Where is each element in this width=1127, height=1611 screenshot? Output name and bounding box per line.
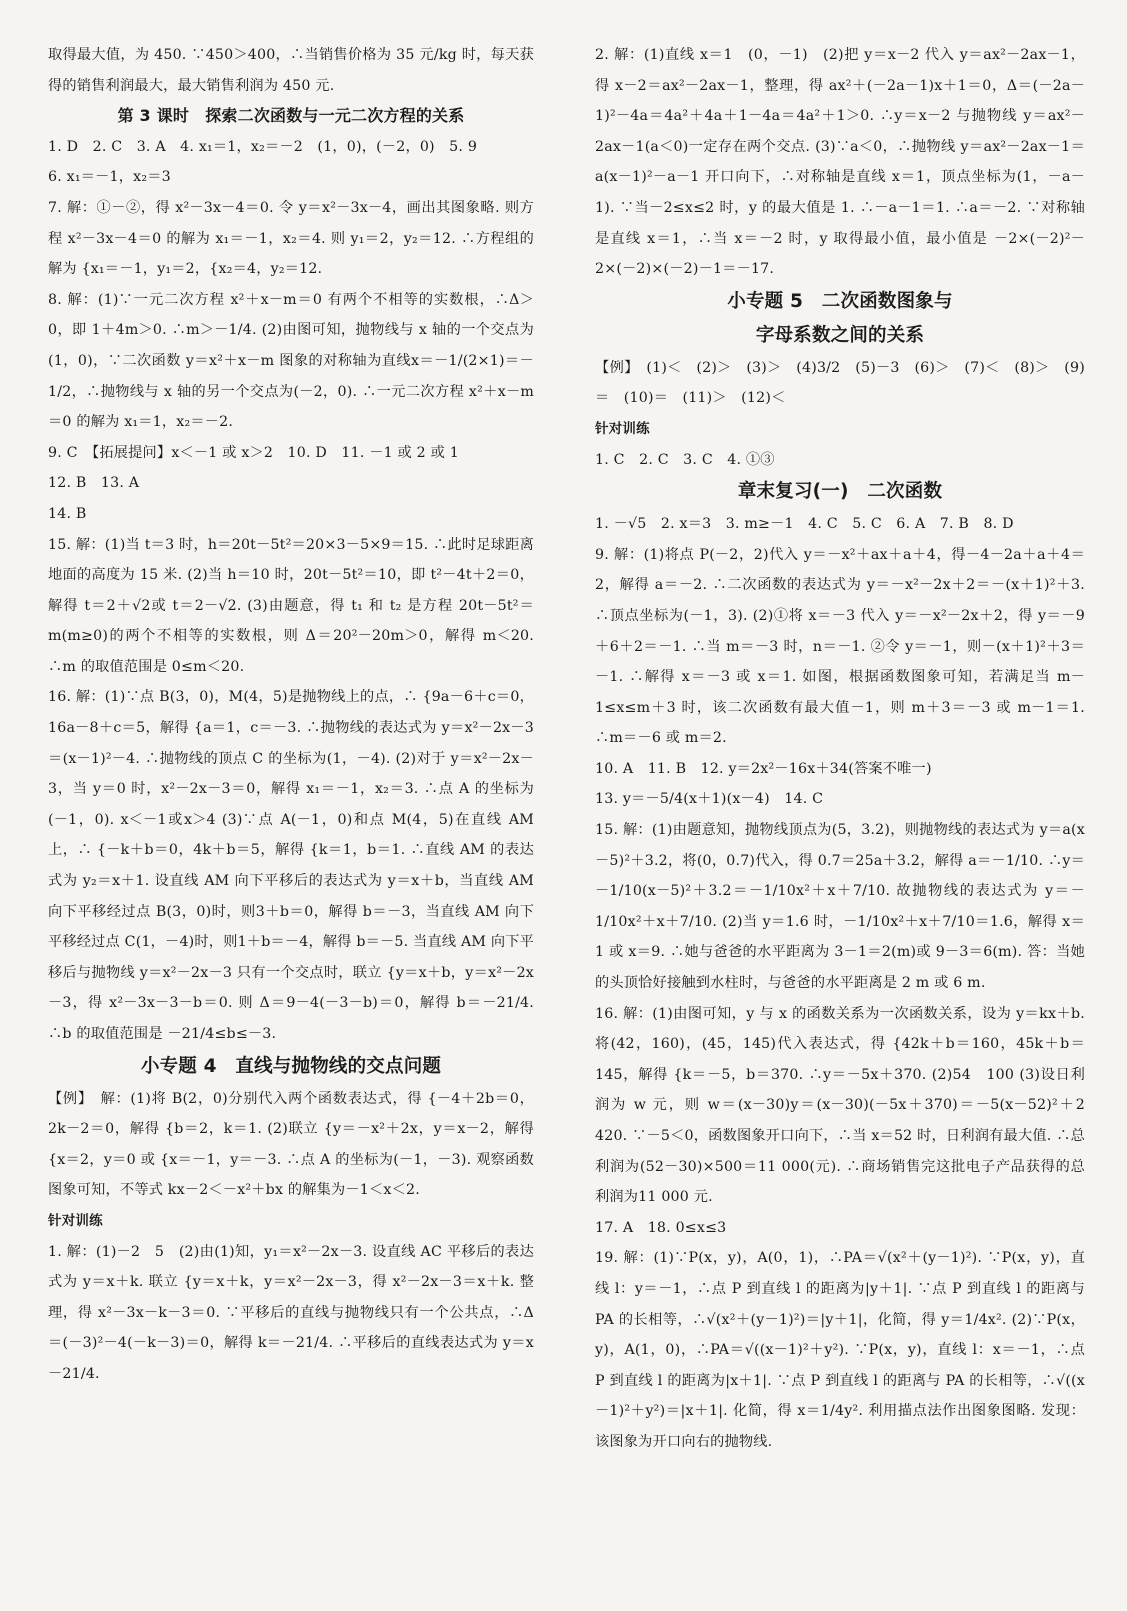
topic5-heading-line1: 小专题 5 二次函数图象与: [727, 290, 953, 312]
answer-line: 1. D 2. C 3. A 4. x₁＝1，x₂＝－2 (1，0)，(－2，0) 5. 9: [48, 138, 478, 155]
answer-line: 12. B 13. A: [48, 475, 140, 492]
answer-line: 13. y＝－5/4(x＋1)(x－4) 14. C: [595, 791, 824, 808]
answer-line: 1. 解：(1)－2 5 (2)由(1)知，y₁＝x²－2x－3. 设直线 AC 平移后的表达式为 y＝x＋k. 联立 {y＝x＋k，y＝x²－2x－3，得 x²－2x－3＝x＋k. 整理，得 x²－3x－k－3＝0. ∵平移后的直线与抛物线只有一个公共点，∴Δ＝(－3)²－4(－k－3)＝0，解得 k＝－21/4. ∴平移后的直线表达式为 y＝x－21/4.: [48, 1243, 534, 1382]
answer-line: 10. A 11. B 12. y＝2x²－16x＋34(答案不唯一): [595, 760, 932, 777]
answer-line: 16. 解：(1)由图可知，y 与 x 的函数关系为一次函数关系，设为 y＝kx＋b. 将(42，160)，(45，145)代入表达式，得 {42k＋b＝160，45k＋b＝145，解得 {k＝－5，b＝370. ∴y＝－5x＋370. (2)54 100 (3)设日利润为 w 元，则 w＝(x－30)y＝(x－30)(－5x＋370)＝－5(x－52)²＋2 420. ∵－5＜0，函数图象开口向下，∴当 x＝52 时，日利润有最大值. ∴总利润为(52－30)×500＝11 000(元). ∴商场销售完这批电子产品获得的总利润为11 000 元.: [595, 1005, 1085, 1206]
answer-line: 19. 解：(1)∵P(x，y)，A(0，1)，∴PA＝√(x²＋(y－1)²). ∵P(x，y)，直线 l：y＝－1，∴点 P 到直线 l 的距离为|y＋1|. ∵点 P 到直线 l 的距离与 PA 的长相等，∴√(x²＋(y－1)²)＝|y＋1|，化简，得 y＝1/4x². (2)∵P(x，y)，A(1，0)，∴PA＝√((x－1)²＋y²). ∵P(x，y)，直线 l：x＝－1，∴点 P 到直线 l 的距离为|x＋1|. ∵点 P 到直线 l 的距离与 PA 的长相等，∴√((x－1)²＋y²)＝|x＋1|. 化简，得 x＝1/4y². 利用描点法作出图象图略. 发现：该图象为开口向右的抛物线.: [595, 1250, 1085, 1450]
chapter-review-heading: 章末复习(一) 二次函数: [737, 481, 943, 503]
answer-line: 15. 解：(1)由题意知，抛物线顶点为(5，3.2)，则抛物线的表达式为 y＝a(x－5)²＋3.2，将(0，0.7)代入，得 0.7＝25a＋3.2，解得 a＝－1/10. ∴y＝－1/10(x－5)²＋3.2＝－1/10x²＋x＋7/10. 故抛物线的表达式为 y＝－1/10x²＋x＋7/10. (2)当 y＝1.6 时，－1/10x²＋x＋7/10＝1.6，解得 x＝1 或 x＝9. ∴她与爸爸的水平距离为 3－1＝2(m)或 9－3＝6(m). 答：当她的头顶恰好接触到水柱时，与爸爸的水平距离是 2 m 或 6 m.: [595, 822, 1085, 992]
topic5-heading-line2: 字母系数之间的关系: [755, 324, 925, 346]
right-column: [595, 40, 1085, 1458]
answer-line: 9. C 【拓展提问】x＜－1 或 x＞2 10. D 11. －1 或 2 或 1: [48, 444, 459, 461]
answer-line: 15. 解：(1)当 t＝3 时，h＝20t－5t²＝20×3－5×9＝15. ∴此时足球距离地面的高度为 15 米. (2)当 h＝10 时，20t－5t²＝10，即 t²－4t＋2＝0，解得 t＝2＋√2或 t＝2－√2. (3)由题意，得 t₁ 和 t₂ 是方程 20t－5t²＝m(m≥0)的两个不相等的实数根，则 Δ＝20²－20m＞0，解得 m＜20. ∴m 的取值范围是 0≤m＜20.: [48, 536, 534, 675]
answer-line: 7. 解：①－②，得 x²－3x－4＝0. 令 y＝x²－3x－4，画出其图象略. 则方程 x²－3x－4＝0 的解为 x₁＝－1，x₂＝4. 则 y₁＝2，y₂＝12. ∴方程组的解为 {x₁＝－1，y₁＝2，{x₂＝4，y₂＝12.: [48, 199, 534, 278]
example-text: 【例】 (1)＜ (2)＞ (3)＞ (4)3/2 (5)－3 (6)＞ (7)＜ (8)＞ (9)＝ (10)＝ (11)＞ (12)＜: [595, 359, 1085, 407]
left-column: [48, 40, 534, 1390]
training-label: 针对训练: [48, 1212, 103, 1229]
lesson3-heading: 第 3 课时 探索二次函数与一元二次方程的关系: [117, 106, 465, 126]
topic4-heading: 小专题 4 直线与抛物线的交点问题: [140, 1055, 442, 1077]
answer-line: 8. 解：(1)∵一元二次方程 x²＋x－m＝0 有两个不相等的实数根，∴Δ＞0，即 1＋4m＞0. ∴m＞－1/4. (2)由图可知，抛物线与 x 轴的一个交点为(1，0)，∵二次函数 y＝x²＋x－m 图象的对称轴为直线x＝－1/(2×1)＝－1/2，∴抛物线与 x 轴的另一个交点为(－2，0). ∴一元二次方程 x²＋x－m＝0 的解为 x₁＝1，x₂＝－2.: [48, 291, 534, 431]
answer-line: 16. 解：(1)∵点 B(3，0)，M(4，5)是抛物线上的点，∴ {9a－6＋c＝0，16a－8＋c＝5，解得 {a＝1，c＝－3. ∴抛物线的表达式为 y＝x²－2x－3＝(x－1)²－4. ∴抛物线的顶点 C 的坐标为(1，－4). (2)对于 y＝x²－2x－3，当 y＝0 时，x²－2x－3＝0，解得 x₁＝－1，x₂＝3. ∴点 A 的坐标为(－1，0). x＜－1或x＞4 (3)∵点 A(－1，0)和点 M(4，5)在直线 AM 上，∴ {－k＋b＝0，4k＋b＝5，解得 {k＝1，b＝1. ∴直线 AM 的表达式为 y₂＝x＋1. 设直线 AM 向下平移后的表达式为 y＝x＋b，当直线 AM 向下平移经过点 B(3，0)时，则3＋b＝0，解得 b＝－3，当直线 AM 向下平移经过点 C(1，－4)时，则1＋b＝－4，解得 b＝－5. 当直线 AM 向下平移后与抛物线 y＝x²－2x－3 只有一个交点时，联立 {y＝x＋b，y＝x²－2x－3，得 x²－3x－3－b＝0. 则 Δ＝9－4(－3－b)＝0，解得 b＝－21/4. ∴b 的取值范围是 －21/4≤b≤－3.: [48, 689, 534, 1042]
answer-line: 6. x₁＝－1，x₂＝3: [48, 169, 171, 186]
training-label: 针对训练: [595, 420, 650, 437]
answer-line: 17. A 18. 0≤x≤3: [595, 1219, 727, 1236]
answer-line: 9. 解：(1)将点 P(－2，2)代入 y＝－x²＋ax＋a＋4，得－4－2a＋a＋4＝2，解得 a＝－2. ∴二次函数的表达式为 y＝－x²－2x＋2＝－(x＋1)²＋3. ∴顶点坐标为(－1，3). (2)①将 x＝－3 代入 y＝－x²－2x＋2，得 y＝－9＋6＋2＝－1. ∴当 m＝－3 时，n＝－1. ②令 y＝－1，则－(x＋1)²＋3＝－1. ∴解得 x＝－3 或 x＝1. 如图，根据函数图象可知，若满足当 m－1≤x≤m＋3 时，该二次函数有最大值－1，则 m＋3＝－3 或 m－1＝1. ∴m＝－6 或 m＝2.: [595, 546, 1085, 747]
intro-text: 取得最大值，为 450. ∵450＞400，∴当销售价格为 35 元/kg 时，每天获得的销售利润最大，最大销售利润为 450 元.: [48, 47, 534, 94]
answer-line: 14. B: [48, 505, 87, 522]
answer-line: 1. C 2. C 3. C 4. ①③: [595, 451, 775, 468]
answer-line: 2. 解：(1)直线 x＝1 (0，－1) (2)把 y＝x－2 代入 y＝ax²－2ax－1，得 x－2＝ax²－2ax－1，整理，得 ax²＋(－2a－1)x＋1＝0，Δ＝(－2a－1)²－4a＝4a²＋4a＋1－4a＝4a²＋1＞0. ∴y＝x－2 与抛物线 y＝ax²－2ax－1(a＜0)一定存在两个交点. (3)∵a＜0，∴抛物线 y＝ax²－2ax－1＝a(x－1)²－a－1 开口向下，∴对称轴是直线 x＝1，顶点坐标为(1，－a－1). ∵当－2≤x≤2 时，y 的最大值是 1. ∴－a－1＝1. ∴a＝－2. ∵对称轴是直线 x＝1，∴当 x＝－2 时，y 取得最小值，最小值是 －2×(－2)²－2×(－2)×(－2)－1＝－17.: [595, 47, 1085, 278]
answer-line: 1. －√5 2. x＝3 3. m≥－1 4. C 5. C 6. A 7. B 8. D: [595, 516, 1014, 533]
example-text: 【例】 解：(1)将 B(2，0)分别代入两个函数表达式，得 {－4＋2b＝0，2k－2＝0，解得 {b＝2，k＝1. (2)联立 {y＝－x²＋2x，y＝x－2，解得 {x＝2，y＝0 或 {x＝－1，y＝－3. ∴点 A 的坐标为(－1，－3). 观察函数图象可知，不等式 kx－2＜－x²＋bx 的解集为－1＜x＜2.: [48, 1090, 534, 1199]
